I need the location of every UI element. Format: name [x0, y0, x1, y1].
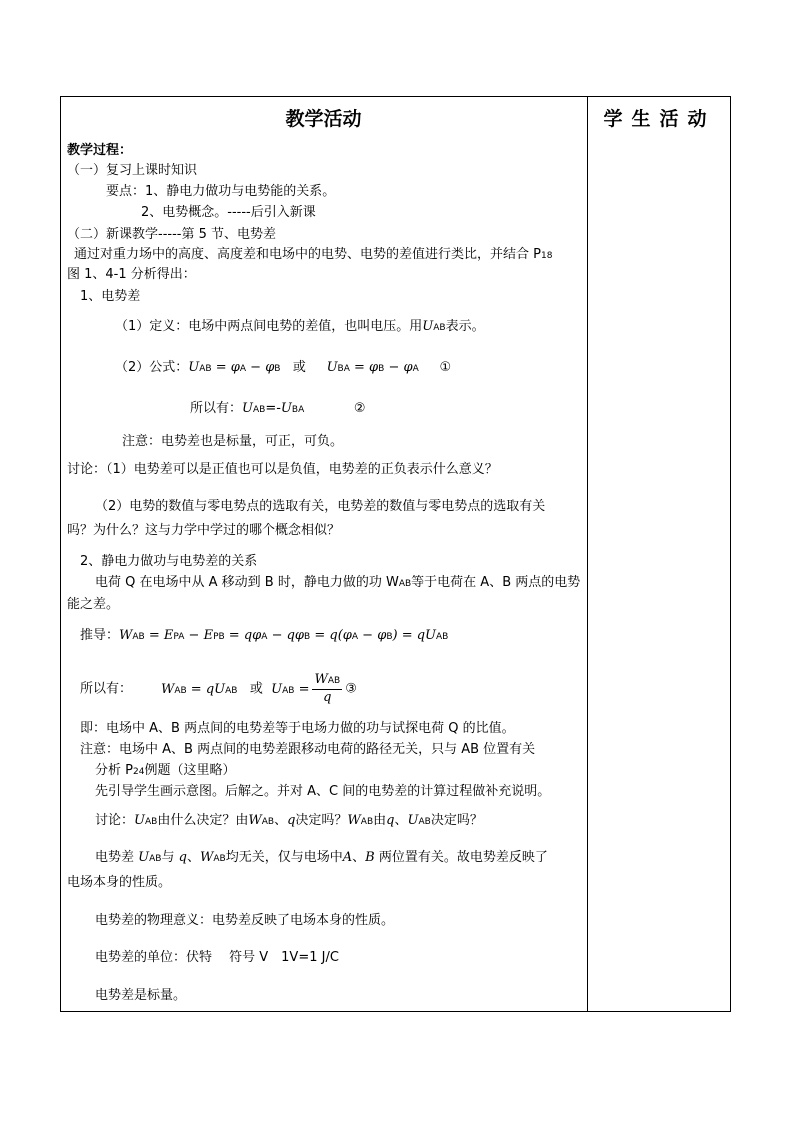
derivation-line: 推导：WAB = EPA − EPB = qφA − qφB = q(φA − φB) = qUAB: [80, 628, 449, 643]
formula-line: （2）公式：UAB = φA − φB 或 UBA = φB − φA ①: [115, 360, 452, 375]
meaning-line: 电势差的物理意义：电势差反映了电场本身的性质。: [95, 913, 395, 928]
example-line: 分析 P24例题（这里略）: [95, 763, 236, 778]
process-label: 教学过程：: [67, 143, 133, 158]
ie-line: 即：电场中 A、B 两点间的电势差等于电场力做的功与试探电荷 Q 的比值。: [80, 721, 515, 736]
discussion-2-line-b: 吗？为什么？这与力学中学过的哪个概念相似？: [67, 523, 341, 538]
teaching-activity-header: 教学活动: [285, 108, 362, 130]
guide-line: 先引导学生画示意图。后解之。并对 A、C 间的电势差的计算过程做补充说明。: [95, 784, 551, 799]
note-2-line: 注意：电场中 A、B 两点间的电势差跟移动电荷的路径无关，只与 AB 位置有关: [80, 742, 536, 757]
charge-line-2: 能之差。: [67, 597, 120, 612]
student-activity-header: 学生活动: [603, 108, 716, 130]
intro-line-2: 图 1、4-1 分析得出：: [67, 267, 196, 282]
unit-line: 电势差的单位：伏特 符号 V 1V=1 J/C: [95, 950, 339, 965]
definition-line: （1）定义：电场中两点间电势的差值，也叫电压。用UAB表示。: [115, 319, 485, 334]
section-2-heading: 2、静电力做功与电势差的关系: [80, 554, 258, 569]
result-line: 所以有： WAB = qUAB 或 UAB = $\frac{\text{WAB}}{q}$ ③: [80, 672, 357, 705]
sothat-line: 所以有：UAB=-UBA ②: [190, 401, 366, 416]
new-lesson-line: （二）新课教学-----第 5 节、电势差: [67, 227, 276, 242]
scalar-line: 电势差是标量。: [95, 988, 187, 1003]
intro-line-1: 通过对重力场中的高度、高度差和电场中的电势、电势的差值进行类比，并结合 P18: [74, 247, 553, 262]
column-divider: [587, 96, 588, 1012]
section-1-heading: 1、电势差: [80, 289, 141, 304]
charge-line-1: 电荷 Q 在电场中从 A 移动到 B 时，静电力做的功 WAB等于电荷在 A、B 两点的电势: [95, 575, 581, 590]
discussion-2-line-a: （2）电势的数值与零电势点的选取有关，电势差的数值与零电势点的选取有关: [95, 499, 546, 514]
conclusion-line-2: 电场本身的性质。: [67, 875, 172, 890]
conclusion-line-1: 电势差 UAB与 q、WAB均无关，仅与电场中A、B 两位置有关。故电势差反映了: [95, 850, 548, 865]
note-1-line: 注意：电势差也是标量，可正，可负。: [122, 434, 344, 449]
point1-line: 要点：1、静电力做功与电势能的关系。: [106, 184, 336, 199]
discussion-1-line: 讨论：（1）电势差可以是正值也可以是负值，电势差的正负表示什么意义？: [67, 462, 498, 477]
discussion-3-line: 讨论：UAB由什么决定？由WAB、q决定吗？WAB由q、UAB决定吗？: [95, 813, 483, 828]
review-line: （一）复习上课时知识: [67, 163, 198, 178]
point2-line: 2、电势概念。-----后引入新课: [141, 205, 316, 220]
